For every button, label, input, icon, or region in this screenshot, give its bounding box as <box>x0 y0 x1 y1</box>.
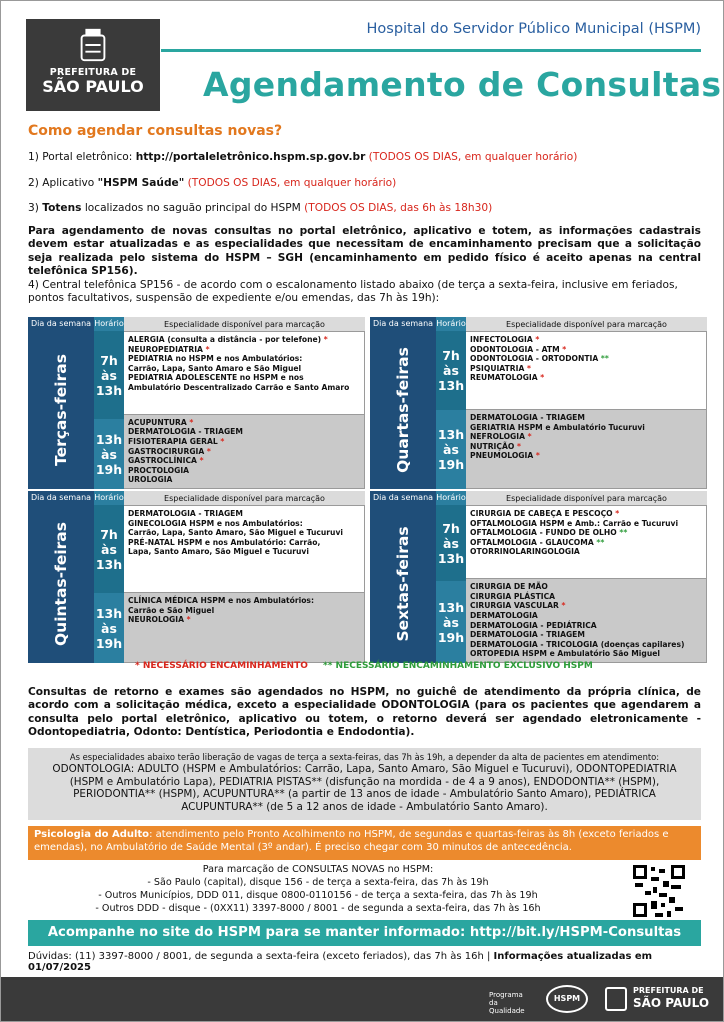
specialty-item: DERMATOLOGIA - TRIAGEM <box>128 427 243 437</box>
hour-morning: 7h às 13h <box>436 505 466 581</box>
day-label: Terças-feiras <box>28 331 94 489</box>
specialty-item: NEFROLOGIA * <box>470 432 532 442</box>
specialty-item: OTORRINOLARINGOLOGIA <box>470 547 580 557</box>
table-header: Dia da semana Horário Especialidade disponível para marcação <box>370 317 707 331</box>
specialty-item: FISIOTERAPIA GERAL * <box>128 437 225 447</box>
box-intro: As especialidades abaixo terão liberação de vagas de terça a sexta-feiras, das 7h às 19h, a depender da alta de pacientes em atendimento: <box>69 752 660 762</box>
specialty-item: GINECOLOGIA HSPM e nos Ambulatórios: <box>128 518 303 528</box>
hour-afternoon: 13h às 19h <box>437 427 465 472</box>
morning-specialties <box>124 331 365 415</box>
specialty-item: DERMATOLOGIA <box>470 611 538 621</box>
hspm-logo: HSPM <box>546 985 588 1013</box>
specialty-item: PSIQUIATRIA * <box>470 363 531 373</box>
hour-morning: 7h às 13h <box>94 505 124 593</box>
bottom-logo-line2: SÃO PAULO <box>633 996 710 1010</box>
hospital-name: Hospital do Servidor Público Municipal (HSPM) <box>366 21 701 37</box>
day-label: Quartas-feiras <box>370 331 436 489</box>
hour-morning: 7h às 13h <box>436 331 466 410</box>
specialty-item: Carrão, Lapa, Santo Amaro e São Miguel <box>128 363 302 373</box>
paragraph-1: Para agendamento de novas consultas no portal eletrônico, aplicativo e totem, as informações cadastrais devem estar atualizadas e as especialidades que necessitam de encaminhamento precisam que a solicitação seja realizada pelo sistema do HSPM – SGH (encaminhamento em pedido físico é aceito apenas na central telefônica SP156). <box>28 225 701 278</box>
specialty-item: GERIATRIA HSPM e Ambulatório Tucuruvi <box>470 422 645 432</box>
table-header: Dia da semana Horário Especialidade disponível para marcação <box>28 491 365 505</box>
specialty-item: ODONTOLOGIA - ATM * <box>470 344 567 354</box>
box-text: ODONTOLOGIA: ADULTO (HSPM e Ambulatórios: Carrão, Lapa, Santo Amaro, São Miguel e Tucuruvi), ODONTOPEDIATRIA (HSPM e Ambulatório Lapa), PEDIATRIA PISTAS** (disfunção na mordida - de 4 a 9 anos), ENDODONTIA** (HSPM), PERIODONTIA** (HSPM), ACUPUNTURA** (a partir de 13 anos de idade - Ambulatório Santo Amaro), PEDIÁTRICA ACUPUNTURA** (de 5 a 12 anos de idade - Ambulatório Santo Amaro). <box>52 763 677 813</box>
crest-small-icon <box>605 987 627 1011</box>
section-title: Como agendar consultas novas? <box>28 123 283 139</box>
logo-line2: SÃO PAULO <box>42 77 144 96</box>
day-label: Quintas-feiras <box>28 505 94 663</box>
specialty-item: Carrão e São Miguel <box>128 605 215 615</box>
specialty-item: Lapa, Santo Amaro, São Miguel e Tucuruvi <box>128 547 309 557</box>
specialty-item: NEUROLOGIA * <box>128 615 191 625</box>
specialty-item: Ambulatório Descentralizado Carrão e Santo Amaro <box>128 382 350 392</box>
note-2: ** NECESSÁRIO ENCAMINHAMENTO EXCLUSIVO HSPM <box>323 661 593 671</box>
item-4: 4) Central telefônica SP156 - de acordo com o escalonamento listado abaixo (de terça a sexta-feira, inclusive em feriados, pontos facultativos, suspensão de expediente e/ou emendas, das 7h às 19h): <box>28 279 678 305</box>
afternoon-specialties <box>466 410 707 489</box>
day-label: Sextas-feiras <box>370 505 436 663</box>
schedule-3 <box>370 491 707 663</box>
specialty-item: PRÉ-NATAL HSPM e nos Ambulatório: Carrão, <box>128 537 321 547</box>
schedule-2 <box>28 491 365 663</box>
quality-logo: Programa da Qualidade <box>489 991 525 1015</box>
hour-afternoon: 13h às 19h <box>95 431 123 477</box>
specialty-item: REUMATOLOGIA * <box>470 373 545 383</box>
specialty-item: ODONTOLOGIA - ORTODONTIA ** <box>470 354 609 364</box>
table-header: Dia da semana Horário Especialidade disponível para marcação <box>370 491 707 505</box>
specialty-item: PNEUMOLOGIA * <box>470 451 540 461</box>
crest-icon <box>74 25 112 65</box>
specialty-item: ACUPUNTURA * <box>128 417 194 427</box>
page-title: Agendamento de Consultas <box>203 65 722 104</box>
specialty-item: CIRURGIA DE CABEÇA E PESCOÇO * <box>470 509 620 518</box>
specialty-item: PEDIATRIA ADOLESCENTE no HSPM e nos <box>128 373 304 383</box>
specialty-item: UROLOGIA <box>128 475 173 485</box>
specialty-item: OFTALMOLOGIA HSPM e Amb.: Carrão e Tucuruvi <box>470 518 679 528</box>
specialty-item: GASTROCIRURGIA * <box>128 446 211 456</box>
specialty-item: CIRURGIA VASCULAR * <box>470 601 566 611</box>
bottom-bar <box>1 977 723 1021</box>
schedule-0 <box>28 317 365 489</box>
specialty-item: PROCTOLOGIA <box>128 465 190 475</box>
phone-list: Para marcação de CONSULTAS NOVAS no HSPM: - São Paulo (capital), disque 156 - de terça a sexta-feira, das 7h às 19h - Outros Municípios, DDD 011, disque 0800-0110156 - de terça a sexta-feira, das 7h às 19h - Outros DDD - disque - (0XX11) 3397-8000 / 8001 - de segunda a sexta-feira, das 7h às 16h <box>95 864 541 914</box>
site-banner[interactable]: Acompanhe no site do HSPM para se manter informado: http://bit.ly/HSPM-Consultas <box>28 920 701 946</box>
specialty-item: CIRURGIA PLÁSTICA <box>470 591 556 601</box>
header-rule <box>161 49 701 52</box>
specialty-item: DERMATOLOGIA - PEDIÁTRICA <box>470 620 597 630</box>
table-header: Dia da semana Horário Especialidade disponível para marcação <box>28 317 365 331</box>
bottom-logo-line1: PREFEITURA DE <box>633 986 704 995</box>
psychology-box: Psicologia do Adulto: atendimento pelo Pronto Acolhimento no HSPM, de segundas e quartas-feiras às 8h (exceto feriados e emendas), no Ambulatório de Saúde Mental (3º andar). É preciso chegar com 30 minutos de antecedência. <box>28 826 701 860</box>
specialty-item: ALERGIA (consulta a distância - por telefone) * <box>128 335 328 344</box>
paragraph-2: Consultas de retorno e exames são agendados no HSPM, no guichê de atendimento da própria clínica, de acordo com a solicitação médica, exceto a especialidade ODONTOLOGIA (para os pacientes que agendarem a consulta pelo portal eletrônico, aplicativo ou totem, o retorno deverá ser agendado eletronicamente - Odontopediatria, Odonto: Dentística, Periodontia e Endodontia). <box>28 686 701 739</box>
specialty-item: ORTOPEDIA HSPM e Ambulatório São Miguel <box>470 649 661 659</box>
specialty-item: INFECTOLOGIA * <box>470 335 540 344</box>
specialty-item: DERMATOLOGIA - TRICOLOGIA (doenças capilares) <box>470 639 685 649</box>
hour-morning: 7h às 13h <box>94 331 124 419</box>
afternoon-specialties <box>466 579 707 663</box>
specialty-item: NEUROPEDIATRIA * <box>128 344 210 354</box>
morning-specialties <box>124 505 365 593</box>
afternoon-specialties <box>124 415 365 489</box>
item-3: 3) Totens localizados no saguão principal do HSPM (TODOS OS DIAS, das 6h às 18h30) <box>28 202 493 214</box>
morning-specialties <box>466 331 707 410</box>
specialty-item: PEDIATRIA no HSPM e nos Ambulatórios: <box>128 354 303 364</box>
specialty-item: OFTALMOLOGIA - FUNDO DE OLHO ** <box>470 528 628 538</box>
morning-specialties <box>466 505 707 579</box>
specialty-item: CLÍNICA MÉDICA HSPM e nos Ambulatórios: <box>128 596 314 605</box>
portal-link[interactable]: http://portaleletrônico.hspm.sp.gov.br <box>135 151 366 163</box>
specialty-item: Carrão, Lapa, Santo Amaro, São Miguel e Tucuruvi <box>128 528 344 538</box>
specialty-item: OFTALMOLOGIA - GLAUCOMA ** <box>470 537 605 547</box>
footer: Dúvidas: (11) 3397-8000 / 8001, de segunda a sexta-feira (exceto feriados), das 7h às 16h | Informações atualizadas em 01/07/2025 <box>28 951 653 973</box>
logo-line1: PREFEITURA DE <box>49 67 137 78</box>
specialty-item: CIRURGIA DE MÃO <box>470 582 548 592</box>
specialty-item: DERMATOLOGIA - TRIAGEM <box>470 630 585 640</box>
note-1: * NECESSÁRIO ENCAMINHAMENTO <box>135 661 308 671</box>
hour-afternoon: 13h às 19h <box>95 605 123 651</box>
hour-afternoon: 13h às 19h <box>437 599 465 645</box>
schedule-1 <box>370 317 707 489</box>
item-1: 1) Portal eletrônico: http://portaleletrônico.hspm.sp.gov.br (TODOS OS DIAS, em qualquer horário) <box>28 151 578 163</box>
specialty-item: NUTRIÇÃO * <box>470 441 521 451</box>
prefeitura-logo <box>26 19 160 111</box>
qr-code-icon[interactable] <box>619 863 699 919</box>
specialty-item: GASTROCLÍNICA * <box>128 456 204 466</box>
item-2: 2) Aplicativo "HSPM Saúde" (TODOS OS DIAS, em qualquer horário) <box>28 177 397 189</box>
specialty-item: DERMATOLOGIA - TRIAGEM <box>470 413 585 422</box>
odontology-box <box>28 748 701 820</box>
specialty-item: DERMATOLOGIA - TRIAGEM <box>128 509 243 518</box>
afternoon-specialties <box>124 593 365 663</box>
